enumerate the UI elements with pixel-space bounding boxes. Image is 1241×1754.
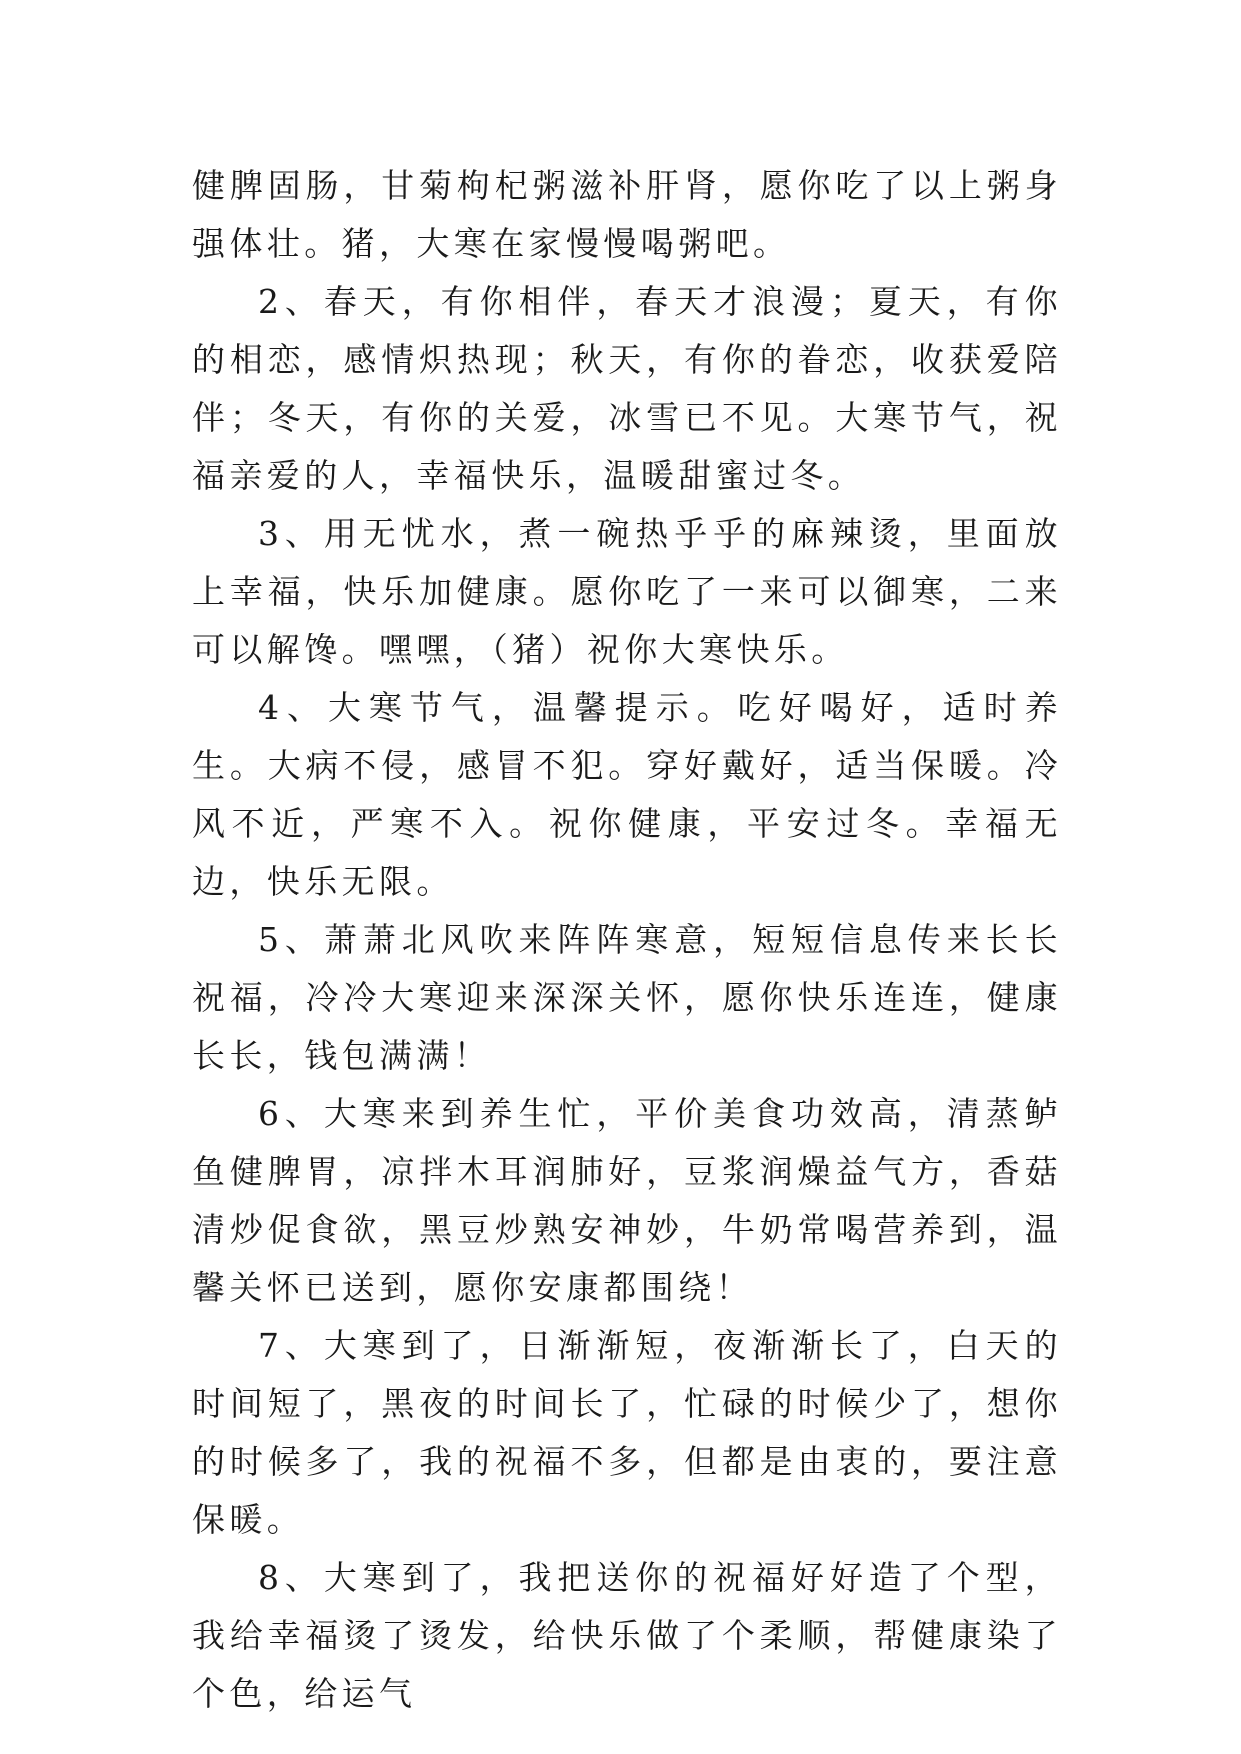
paragraph: 健脾固肠，甘菊枸杞粥滋补肝肾，愿你吃了以上粥身强体壮。猪，大寒在家慢慢喝粥吧。 (192, 166, 1062, 263)
paragraph: 3、用无忧水，煮一碗热乎乎的麻辣烫，里面放上幸福，快乐加健康。愿你吃了一来可以御寒，二来可以解馋。嘿嘿，（猪）祝你大寒快乐。 (192, 514, 1062, 669)
paragraph: 5、萧萧北风吹来阵阵寒意，短短信息传来长长祝福，冷冷大寒迎来深深关怀，愿你快乐连连，健康长长，钱包满满！ (192, 920, 1062, 1075)
document-body (192, 157, 1062, 1723)
paragraph: 7、大寒到了，日渐渐短，夜渐渐长了，白天的时间短了，黑夜的时间长了，忙碌的时候少了，想你的时候多了，我的祝福不多，但都是由衷的，要注意保暖。 (192, 1326, 1062, 1539)
paragraph: 8、大寒到了，我把送你的祝福好好造了个型，我给幸福烫了烫发，给快乐做了个柔顺，帮健康染了个色，给运气 (192, 1558, 1062, 1713)
paragraph: 6、大寒来到养生忙，平价美食功效高，清蒸鲈鱼健脾胃，凉拌木耳润肺好，豆浆润燥益气方，香菇清炒促食欲，黑豆炒熟安神妙，牛奶常喝营养到，温馨关怀已送到，愿你安康都围绕！ (192, 1094, 1062, 1307)
paragraph: 4、大寒节气，温馨提示。吃好喝好，适时养生。大病不侵，感冒不犯。穿好戴好，适当保暖。冷风不近，严寒不入。祝你健康，平安过冬。幸福无边，快乐无限。 (192, 688, 1062, 901)
paragraph: 2、春天，有你相伴，春天才浪漫；夏天，有你的相恋，感情炽热现；秋天，有你的眷恋，收获爱陪伴；冬天，有你的关爱，冰雪已不见。大寒节气，祝福亲爱的人，幸福快乐，温暖甜蜜过冬。 (192, 282, 1062, 495)
